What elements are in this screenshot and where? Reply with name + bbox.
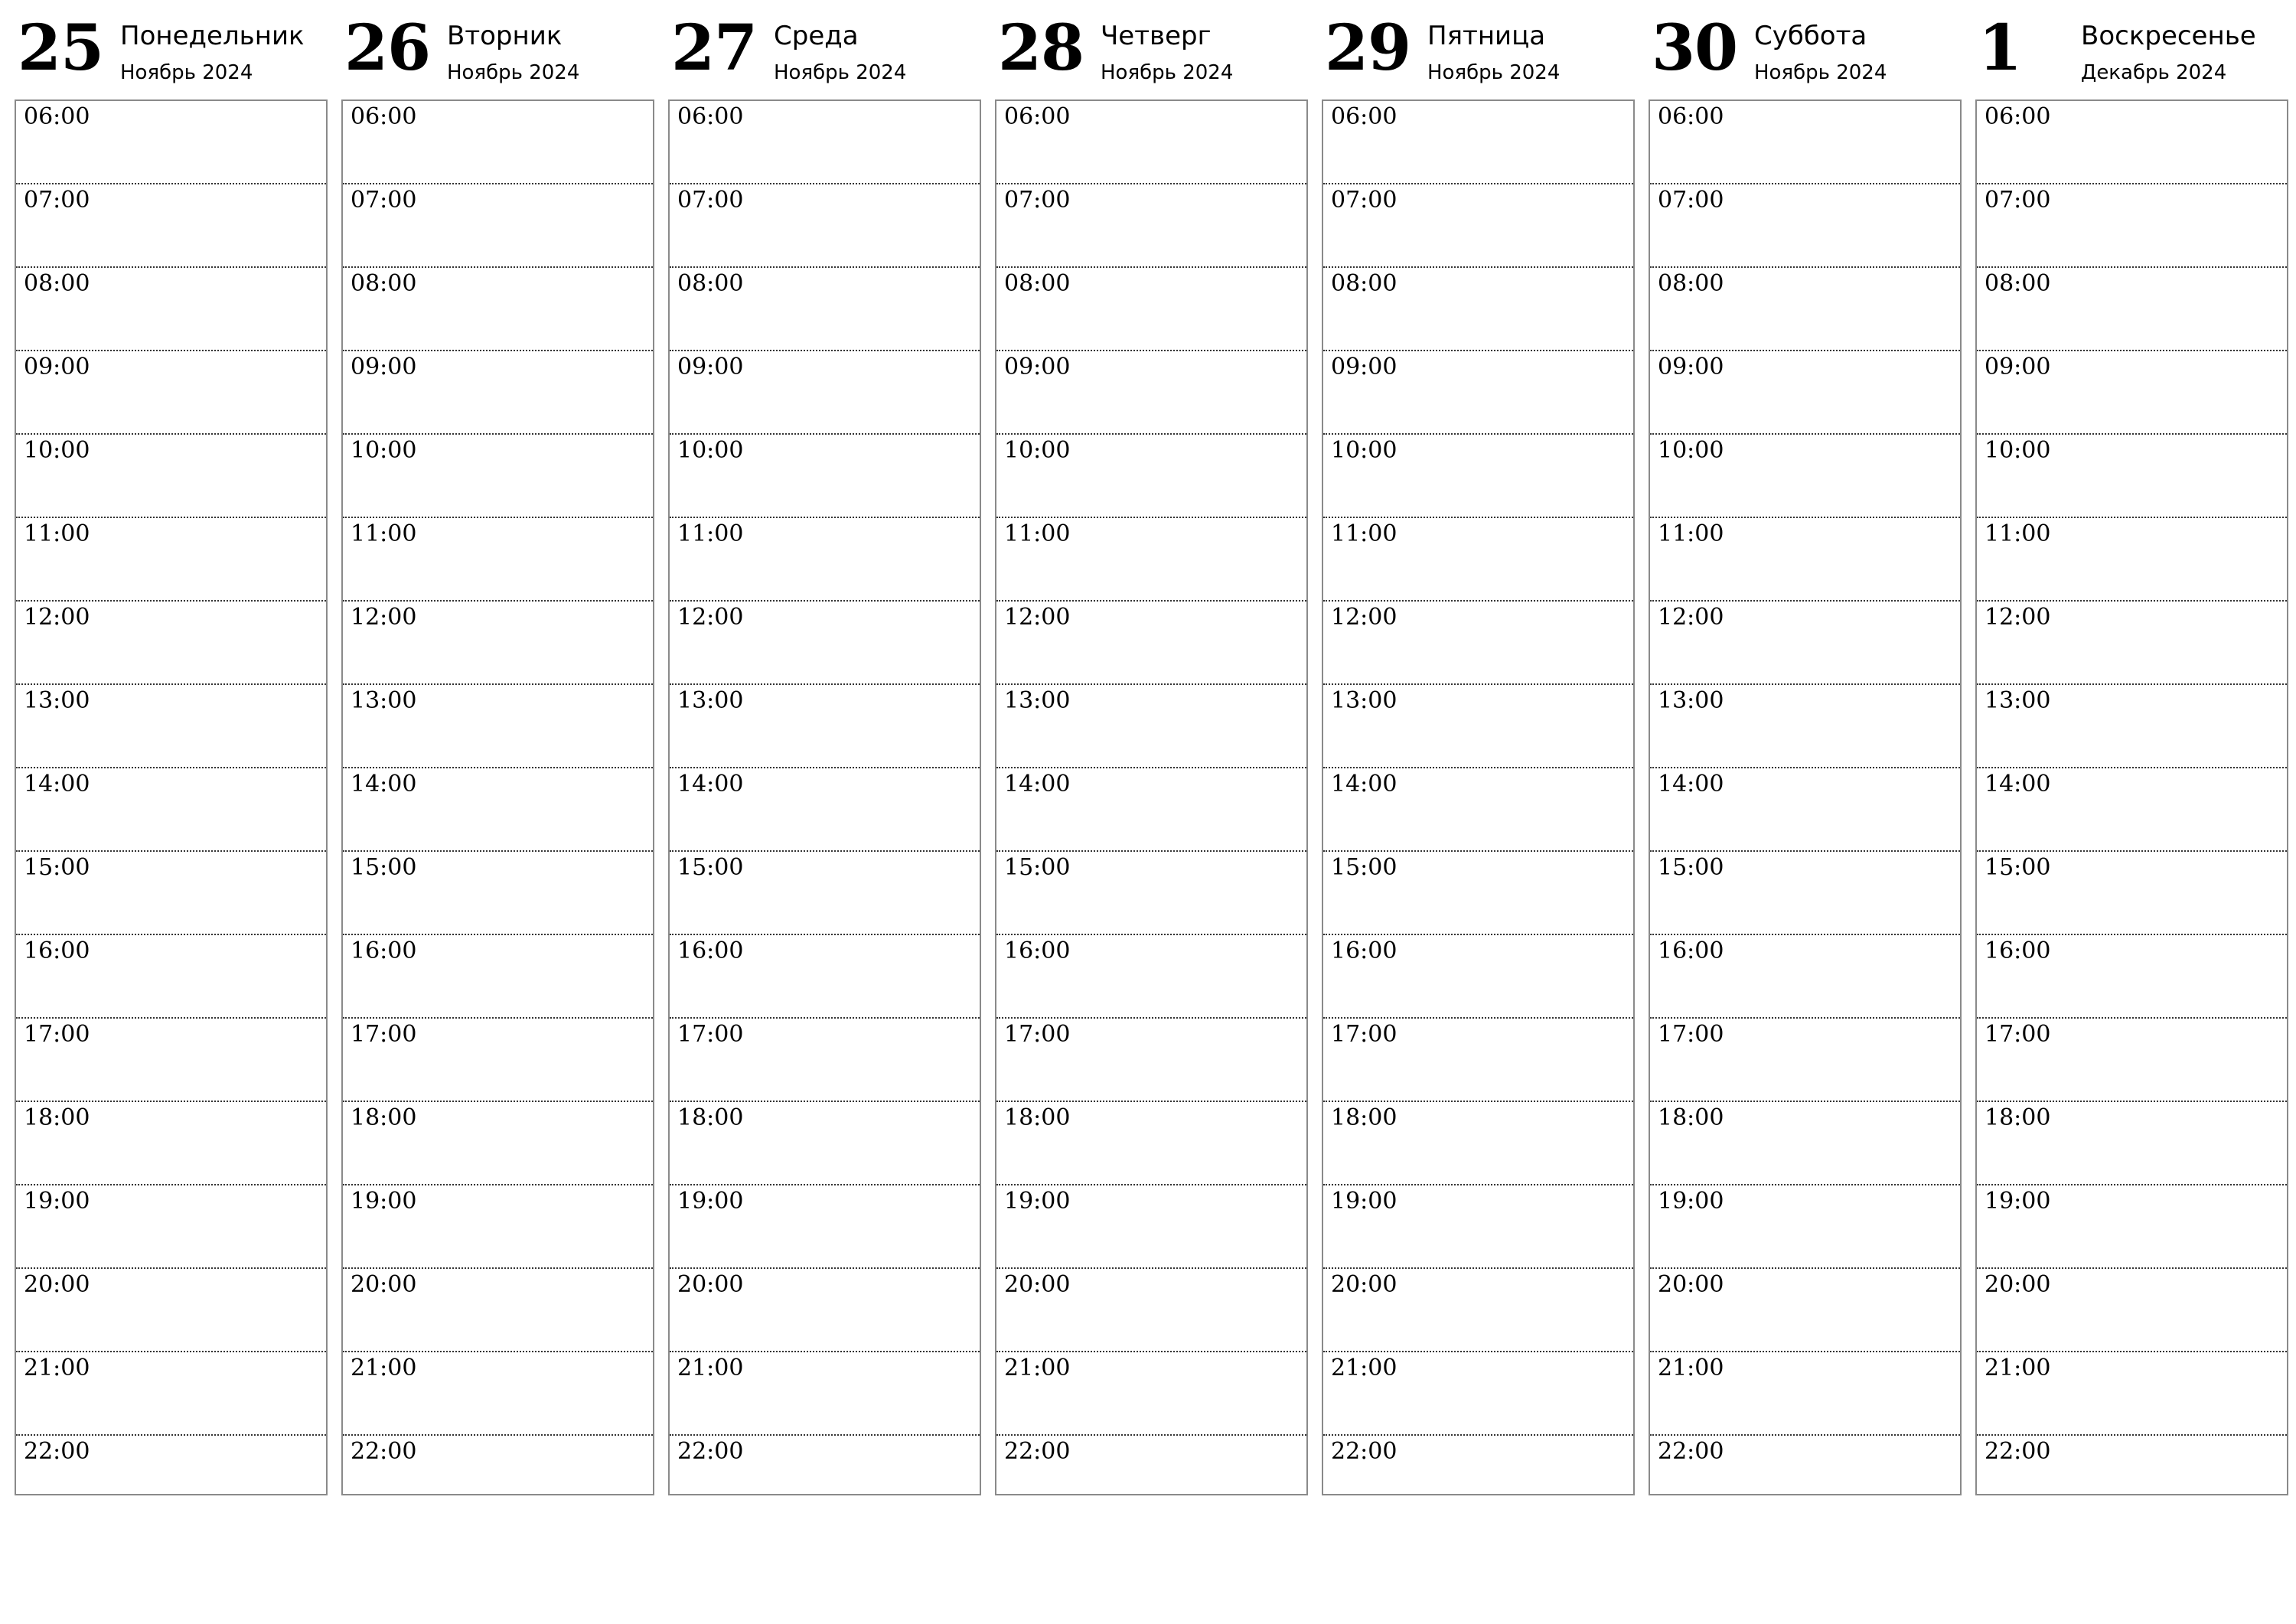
time-label: 21:00 [1658, 1355, 1724, 1381]
time-label: 22:00 [351, 1438, 417, 1465]
time-slot[interactable] [343, 101, 653, 184]
time-label: 08:00 [1985, 270, 2051, 297]
time-slot[interactable] [1323, 1436, 1633, 1479]
time-label: 10:00 [1985, 437, 2051, 464]
time-label: 22:00 [1331, 1438, 1397, 1465]
time-label: 11:00 [1331, 520, 1397, 547]
time-label: 16:00 [1985, 938, 2051, 964]
time-slot[interactable] [1650, 602, 1960, 685]
time-slot[interactable] [670, 685, 980, 768]
time-slot[interactable] [670, 852, 980, 935]
time-slot[interactable] [1323, 435, 1633, 518]
time-label: 18:00 [24, 1104, 90, 1131]
time-label: 11:00 [1985, 520, 2051, 547]
time-slot[interactable] [1323, 351, 1633, 435]
time-slot[interactable] [996, 1436, 1306, 1479]
time-slot[interactable] [16, 1019, 326, 1102]
day-column [1649, 0, 1962, 1465]
time-label: 08:00 [1004, 270, 1071, 297]
time-slot[interactable] [996, 518, 1306, 602]
day-header [1975, 0, 2288, 99]
day-name: Воскресенье [2081, 21, 2256, 51]
time-label: 17:00 [1658, 1021, 1724, 1048]
time-slot[interactable] [1323, 685, 1633, 768]
time-label: 10:00 [351, 437, 417, 464]
time-slot[interactable] [670, 101, 980, 184]
time-slot[interactable] [670, 268, 980, 351]
time-grid [341, 99, 654, 1495]
time-slot[interactable] [996, 1185, 1306, 1269]
time-label: 09:00 [351, 354, 417, 380]
time-label: 21:00 [351, 1355, 417, 1381]
day-name: Пятница [1427, 21, 1546, 51]
time-slot[interactable] [1323, 184, 1633, 268]
time-label: 06:00 [1985, 103, 2051, 130]
time-label: 08:00 [1331, 270, 1397, 297]
time-slot[interactable] [16, 101, 326, 184]
time-slot[interactable] [670, 1102, 980, 1185]
time-label: 10:00 [677, 437, 744, 464]
day-header [15, 0, 328, 99]
time-slot[interactable] [16, 1102, 326, 1185]
time-label: 08:00 [351, 270, 417, 297]
time-label: 17:00 [351, 1021, 417, 1048]
time-label: 14:00 [1331, 771, 1397, 797]
time-slot[interactable] [16, 768, 326, 852]
time-label: 10:00 [1658, 437, 1724, 464]
time-label: 13:00 [351, 687, 417, 714]
time-label: 16:00 [1658, 938, 1724, 964]
time-slot[interactable] [343, 1269, 653, 1352]
time-label: 06:00 [1331, 103, 1397, 130]
time-label: 16:00 [1004, 938, 1071, 964]
time-label: 20:00 [1658, 1271, 1724, 1298]
time-slot[interactable] [1323, 768, 1633, 852]
time-slot[interactable] [343, 1102, 653, 1185]
day-number: 27 [671, 11, 758, 85]
time-slot[interactable] [343, 768, 653, 852]
time-label: 14:00 [351, 771, 417, 797]
time-slot[interactable] [1650, 184, 1960, 268]
day-number: 1 [1978, 11, 2022, 85]
time-label: 11:00 [677, 520, 744, 547]
time-slot[interactable] [16, 1436, 326, 1479]
time-grid [1975, 99, 2288, 1495]
time-slot[interactable] [1977, 435, 2287, 518]
time-label: 09:00 [677, 354, 744, 380]
time-label: 22:00 [1985, 1438, 2051, 1465]
time-label: 17:00 [1004, 1021, 1071, 1048]
time-slot[interactable] [1977, 1185, 2287, 1269]
time-label: 22:00 [677, 1438, 744, 1465]
time-slot[interactable] [1977, 1436, 2287, 1479]
time-grid [995, 99, 1308, 1495]
time-label: 14:00 [1658, 771, 1724, 797]
time-slot[interactable] [16, 935, 326, 1019]
time-slot[interactable] [670, 935, 980, 1019]
time-slot[interactable] [996, 935, 1306, 1019]
time-slot[interactable] [1650, 1185, 1960, 1269]
time-label: 08:00 [677, 270, 744, 297]
time-slot[interactable] [670, 1269, 980, 1352]
day-month: Ноябрь 2024 [447, 61, 580, 84]
day-name: Среда [774, 21, 859, 51]
time-slot[interactable] [996, 268, 1306, 351]
time-slot[interactable] [1323, 101, 1633, 184]
day-header [1649, 0, 1962, 99]
time-slot[interactable] [1650, 1352, 1960, 1436]
time-slot[interactable] [1650, 935, 1960, 1019]
day-number: 26 [344, 11, 431, 85]
time-grid [15, 99, 328, 1495]
time-label: 10:00 [1004, 437, 1071, 464]
time-label: 16:00 [24, 938, 90, 964]
time-slot[interactable] [670, 435, 980, 518]
time-label: 12:00 [24, 604, 90, 631]
day-name: Суббота [1754, 21, 1867, 51]
time-slot[interactable] [1323, 1019, 1633, 1102]
time-slot[interactable] [670, 1185, 980, 1269]
time-label: 18:00 [1004, 1104, 1071, 1131]
time-slot[interactable] [16, 351, 326, 435]
time-slot[interactable] [1323, 935, 1633, 1019]
time-slot[interactable] [343, 351, 653, 435]
time-slot[interactable] [343, 268, 653, 351]
time-label: 14:00 [24, 771, 90, 797]
time-label: 12:00 [1331, 604, 1397, 631]
time-slot[interactable] [670, 184, 980, 268]
time-label: 15:00 [24, 854, 90, 881]
time-slot[interactable] [16, 685, 326, 768]
time-slot[interactable] [16, 852, 326, 935]
time-label: 13:00 [24, 687, 90, 714]
time-label: 21:00 [1004, 1355, 1071, 1381]
day-header [668, 0, 981, 99]
time-label: 07:00 [1658, 187, 1724, 214]
time-label: 19:00 [677, 1188, 744, 1215]
time-slot[interactable] [16, 518, 326, 602]
time-label: 19:00 [1985, 1188, 2051, 1215]
time-slot[interactable] [343, 852, 653, 935]
time-slot[interactable] [16, 1185, 326, 1269]
time-slot[interactable] [1323, 602, 1633, 685]
time-slot[interactable] [1323, 1352, 1633, 1436]
time-slot[interactable] [670, 1436, 980, 1479]
time-label: 18:00 [1658, 1104, 1724, 1131]
time-label: 08:00 [24, 270, 90, 297]
time-label: 17:00 [677, 1021, 744, 1048]
day-column [15, 0, 328, 1465]
time-label: 20:00 [1331, 1271, 1397, 1298]
time-label: 07:00 [24, 187, 90, 214]
time-slot[interactable] [343, 1019, 653, 1102]
day-header [995, 0, 1308, 99]
time-slot[interactable] [343, 1185, 653, 1269]
time-label: 12:00 [1985, 604, 2051, 631]
time-slot[interactable] [1977, 101, 2287, 184]
time-label: 12:00 [677, 604, 744, 631]
day-column [1975, 0, 2288, 1465]
time-slot[interactable] [1323, 1185, 1633, 1269]
day-month: Ноябрь 2024 [774, 61, 907, 84]
time-slot[interactable] [670, 1019, 980, 1102]
time-label: 20:00 [24, 1271, 90, 1298]
time-label: 13:00 [677, 687, 744, 714]
time-label: 21:00 [677, 1355, 744, 1381]
time-label: 09:00 [1658, 354, 1724, 380]
time-label: 16:00 [351, 938, 417, 964]
time-label: 11:00 [24, 520, 90, 547]
time-slot[interactable] [1323, 518, 1633, 602]
time-label: 06:00 [24, 103, 90, 130]
time-slot[interactable] [1323, 852, 1633, 935]
time-label: 17:00 [1331, 1021, 1397, 1048]
time-slot[interactable] [1650, 852, 1960, 935]
time-slot[interactable] [1650, 268, 1960, 351]
time-slot[interactable] [1323, 1102, 1633, 1185]
time-slot[interactable] [1977, 768, 2287, 852]
day-column [668, 0, 981, 1465]
day-name: Понедельник [120, 21, 305, 51]
time-label: 19:00 [1658, 1188, 1724, 1215]
time-slot[interactable] [1977, 1269, 2287, 1352]
time-label: 07:00 [351, 187, 417, 214]
time-grid [668, 99, 981, 1495]
time-label: 11:00 [1658, 520, 1724, 547]
time-slot[interactable] [670, 518, 980, 602]
time-label: 14:00 [1004, 771, 1071, 797]
time-slot[interactable] [1650, 351, 1960, 435]
time-slot[interactable] [1650, 685, 1960, 768]
time-slot[interactable] [1977, 184, 2287, 268]
time-slot[interactable] [1323, 268, 1633, 351]
time-label: 18:00 [351, 1104, 417, 1131]
time-slot[interactable] [16, 1352, 326, 1436]
day-column [1322, 0, 1635, 1465]
time-slot[interactable] [1977, 1102, 2287, 1185]
time-slot[interactable] [343, 184, 653, 268]
day-number: 25 [18, 11, 104, 85]
time-label: 06:00 [677, 103, 744, 130]
time-label: 17:00 [1985, 1021, 2051, 1048]
time-slot[interactable] [1650, 518, 1960, 602]
time-slot[interactable] [670, 768, 980, 852]
time-label: 22:00 [1658, 1438, 1724, 1465]
time-slot[interactable] [1977, 685, 2287, 768]
time-label: 06:00 [1004, 103, 1071, 130]
time-slot[interactable] [343, 935, 653, 1019]
time-slot[interactable] [343, 1436, 653, 1479]
time-slot[interactable] [1977, 602, 2287, 685]
time-slot[interactable] [996, 1269, 1306, 1352]
time-slot[interactable] [996, 1102, 1306, 1185]
time-label: 06:00 [1658, 103, 1724, 130]
time-slot[interactable] [16, 1269, 326, 1352]
time-label: 18:00 [1985, 1104, 2051, 1131]
time-label: 15:00 [677, 854, 744, 881]
time-slot[interactable] [996, 184, 1306, 268]
time-slot[interactable] [343, 435, 653, 518]
time-label: 10:00 [24, 437, 90, 464]
time-slot[interactable] [1323, 1269, 1633, 1352]
time-label: 14:00 [1985, 771, 2051, 797]
day-number: 29 [1325, 11, 1411, 85]
time-label: 16:00 [1331, 938, 1397, 964]
time-slot[interactable] [1977, 935, 2287, 1019]
time-label: 12:00 [351, 604, 417, 631]
day-column [995, 0, 1308, 1465]
day-month: Ноябрь 2024 [1754, 61, 1887, 84]
time-label: 20:00 [1985, 1271, 2051, 1298]
time-slot[interactable] [996, 1352, 1306, 1436]
time-label: 18:00 [1331, 1104, 1397, 1131]
time-label: 15:00 [351, 854, 417, 881]
time-label: 22:00 [1004, 1438, 1071, 1465]
time-label: 09:00 [1331, 354, 1397, 380]
time-grid [1322, 99, 1635, 1495]
time-slot[interactable] [1977, 1352, 2287, 1436]
time-slot[interactable] [996, 768, 1306, 852]
time-label: 13:00 [1331, 687, 1397, 714]
time-label: 15:00 [1004, 854, 1071, 881]
time-label: 15:00 [1331, 854, 1397, 881]
time-label: 09:00 [1004, 354, 1071, 380]
time-label: 21:00 [1331, 1355, 1397, 1381]
time-label: 19:00 [1004, 1188, 1071, 1215]
time-slot[interactable] [16, 268, 326, 351]
time-label: 19:00 [24, 1188, 90, 1215]
time-slot[interactable] [16, 435, 326, 518]
time-label: 15:00 [1658, 854, 1724, 881]
time-label: 07:00 [677, 187, 744, 214]
day-month: Ноябрь 2024 [1101, 61, 1234, 84]
time-slot[interactable] [1650, 768, 1960, 852]
time-slot[interactable] [1977, 518, 2287, 602]
time-label: 13:00 [1004, 687, 1071, 714]
time-label: 13:00 [1658, 687, 1724, 714]
time-slot[interactable] [343, 1352, 653, 1436]
time-label: 21:00 [24, 1355, 90, 1381]
time-label: 13:00 [1985, 687, 2051, 714]
time-slot[interactable] [1650, 1269, 1960, 1352]
time-slot[interactable] [1977, 351, 2287, 435]
time-label: 14:00 [677, 771, 744, 797]
time-label: 07:00 [1331, 187, 1397, 214]
time-slot[interactable] [1650, 435, 1960, 518]
time-slot[interactable] [1650, 101, 1960, 184]
time-label: 11:00 [1004, 520, 1071, 547]
time-label: 11:00 [351, 520, 417, 547]
time-label: 21:00 [1985, 1355, 2051, 1381]
time-slot[interactable] [343, 685, 653, 768]
time-label: 06:00 [351, 103, 417, 130]
day-number: 30 [1652, 11, 1738, 85]
time-slot[interactable] [670, 351, 980, 435]
time-slot[interactable] [670, 602, 980, 685]
weekly-planner [15, 0, 2295, 1624]
day-header [1322, 0, 1635, 99]
day-name: Вторник [447, 21, 563, 51]
time-slot[interactable] [996, 435, 1306, 518]
day-month: Ноябрь 2024 [120, 61, 253, 84]
time-slot[interactable] [996, 351, 1306, 435]
day-month: Декабрь 2024 [2081, 61, 2227, 84]
time-grid [1649, 99, 1962, 1495]
day-column [341, 0, 654, 1465]
time-label: 20:00 [1004, 1271, 1071, 1298]
time-slot[interactable] [1650, 1436, 1960, 1479]
time-slot[interactable] [996, 685, 1306, 768]
time-slot[interactable] [996, 101, 1306, 184]
time-label: 10:00 [1331, 437, 1397, 464]
time-label: 16:00 [677, 938, 744, 964]
day-header [341, 0, 654, 99]
time-slot[interactable] [343, 518, 653, 602]
time-label: 19:00 [351, 1188, 417, 1215]
time-label: 15:00 [1985, 854, 2051, 881]
time-slot[interactable] [1650, 1019, 1960, 1102]
time-label: 09:00 [24, 354, 90, 380]
time-slot[interactable] [343, 602, 653, 685]
time-slot[interactable] [996, 1019, 1306, 1102]
time-label: 07:00 [1004, 187, 1071, 214]
time-label: 07:00 [1985, 187, 2051, 214]
time-label: 20:00 [351, 1271, 417, 1298]
time-slot[interactable] [1977, 1019, 2287, 1102]
time-label: 08:00 [1658, 270, 1724, 297]
day-name: Четверг [1101, 21, 1212, 51]
day-number: 28 [998, 11, 1084, 85]
day-month: Ноябрь 2024 [1427, 61, 1561, 84]
time-slot[interactable] [16, 184, 326, 268]
time-label: 12:00 [1004, 604, 1071, 631]
time-label: 22:00 [24, 1438, 90, 1465]
time-slot[interactable] [996, 852, 1306, 935]
time-label: 18:00 [677, 1104, 744, 1131]
time-label: 09:00 [1985, 354, 2051, 380]
time-slot[interactable] [1650, 1102, 1960, 1185]
time-slot[interactable] [996, 602, 1306, 685]
time-label: 12:00 [1658, 604, 1724, 631]
time-slot[interactable] [16, 602, 326, 685]
time-label: 20:00 [677, 1271, 744, 1298]
time-label: 19:00 [1331, 1188, 1397, 1215]
time-slot[interactable] [1977, 852, 2287, 935]
time-slot[interactable] [670, 1352, 980, 1436]
time-slot[interactable] [1977, 268, 2287, 351]
time-label: 17:00 [24, 1021, 90, 1048]
